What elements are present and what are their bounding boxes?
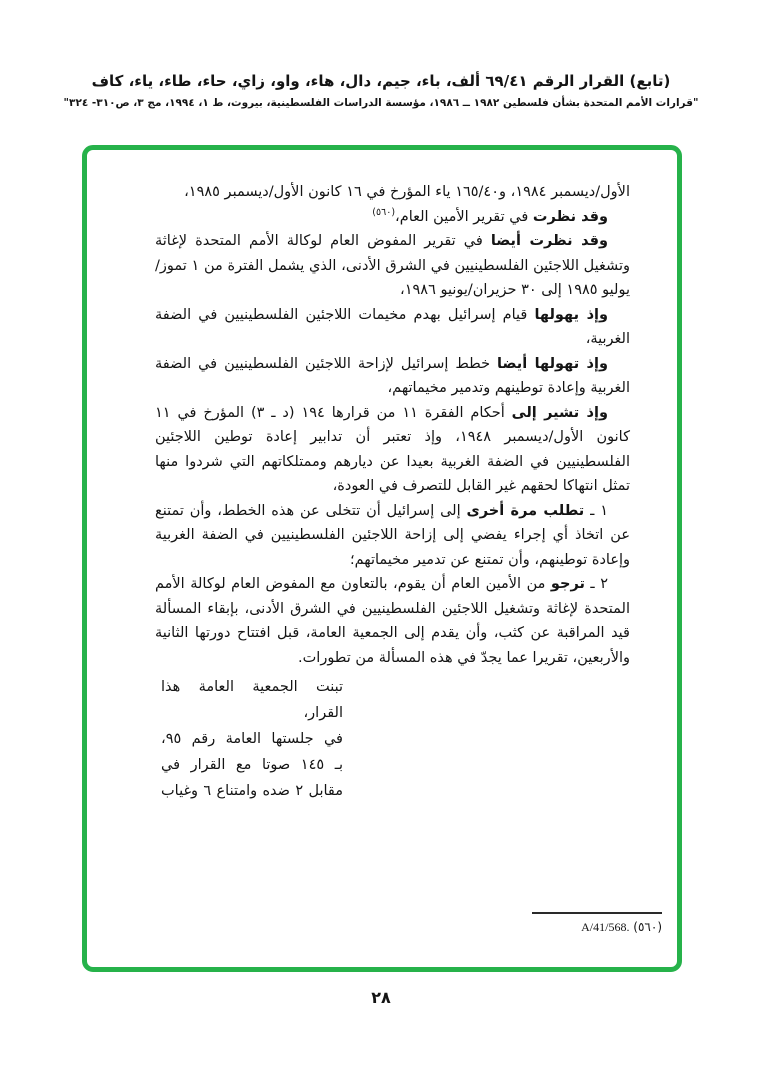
source-citation: "قرارات الأمم المتحدة بشأن فلسطين ١٩٨٢ ــ ١٩٨٦، مؤسسة الدراسات الفلسطينية، بيروت، ط ١، ١٩٩٤، مج ٣، ص٣١٠- ٣٢٤" [63,97,699,109]
paragraph-lead: وإذ تهولها أيضا [497,355,608,372]
footnote-document-reference: A/41/568. [581,920,630,934]
paragraph-number: ٢ ـ [584,576,608,592]
adoption-note-line: مقابل ٢ ضده وامتناع ٦ وغياب [161,783,343,799]
resolution-text [155,180,630,804]
paragraph-lead: وقد نظرت أيضا [490,233,608,249]
preambular-paragraph: وإذ تهولها أيضا خطط إسرائيل لإزاحة اللاجئين الفلسطينيين في الضفة الغربية وإعادة توطينهم وتدمير مخيماتهم، [155,355,630,396]
preambular-paragraph: وقد نظرت في تقرير الأمين العام،$^{(٥٦٠)}$ [372,206,608,225]
footnote [532,912,662,935]
paragraph-continuation: الأول/ديسمبر ١٩٨٤، و١٦٥/٤٠ ياء المؤرخ في ١٦ كانون الأول/ديسمبر ١٩٨٥، [184,184,630,200]
resolution-title: (تابع) القرار الرقم ٦٩/٤١ ألف، باء، جيم، دال، هاء، واو، زاي، حاء، طاء، ياء، كاف [91,72,671,90]
adoption-note [161,674,343,804]
paragraph-lead: ترجو [550,576,585,592]
footnote-marker-superscript: (٥٦٠) [372,206,396,218]
adoption-note-line: تبنت الجمعية العامة هذا القرار، [161,679,343,721]
adoption-note-line: في جلستها العامة رقم ٩٥، [161,731,343,747]
operative-paragraph-1: ١ ـ تطلب مرة أخرى إلى إسرائيل أن تتخلى عن هذه الخطط، وأن تمتنع عن اتخاذ أي إجراء يفضي إلى إزاحة اللاجئين الفلسطينيين في الضفة الغربية وإعادة توطينهم، وأن تمتنع عن تدمير مخيماتهم؛ [155,502,630,568]
paragraph-lead: تطلب مرة أخرى [466,502,585,519]
page-header [0,72,762,109]
paragraph-lead: وإذ تشير إلى [511,404,608,421]
page-number: ٢٨ [371,988,391,1007]
footnote-marker: (٥٦٠) [633,920,662,934]
operative-paragraph-2: ٢ ـ ترجو من الأمين العام أن يقوم، بالتعاون مع المفوض العام لوكالة الأمم المتحدة لإغاثة وتشغيل اللاجئين الفلسطينيين في الشرق الأدنى، بإبقاء المسألة قيد المراقبة عن كثب، وأن يقدم إلى الجمعية العامة، قبل افتتاح دورتها الثانية والأربعين، تقريرا عما يجدّ في هذه المسألة من تطورات. [155,576,630,666]
paragraph-number: ١ ـ [584,502,609,519]
preambular-paragraph: وإذ يهولها قيام إسرائيل بهدم مخيمات اللاجئين الفلسطينيين في الضفة الغربية، [155,306,630,347]
resolution-border-box [82,145,682,972]
paragraph-lead: وإذ يهولها [534,306,609,323]
preambular-paragraph: وإذ تشير إلى أحكام الفقرة ١١ من قرارها ١٩٤ (د ـ ٣) المؤرخ في ١١ كانون الأول/ديسمبر ١٩٤٨، وإذ تعتبر أن تدابير إعادة توطين اللاجئين الفلسطينيين في الضفة الغربية بعيدا عن ديارهم وممتلكاتهم التي شردوا منها تمثل انتهاكا لحقهم غير القابل للتصرف في العودة، [155,404,630,494]
adoption-note-line: بـ ١٤٥ صوتا مع القرار في [161,757,343,773]
preambular-paragraph: وقد نظرت أيضا في تقرير المفوض العام لوكالة الأمم المتحدة لإغاثة وتشغيل اللاجئين الفلسطينيين في الشرق الأدنى، الذي يشمل الفترة من ١ تموز/يوليو ١٩٨٥ إلى ٣٠ حزيران/يونيو ١٩٨٦، [155,233,631,298]
paragraph-lead: وقد نظرت [532,208,608,225]
